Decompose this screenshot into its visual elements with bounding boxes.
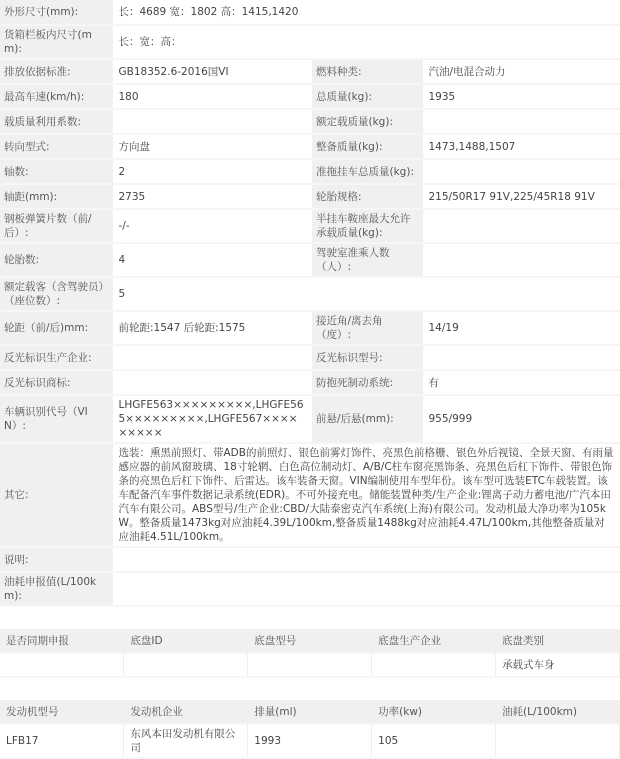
spec-row [0, 370, 620, 395]
spec-row [0, 243, 620, 277]
engine-column-header: 功率(kw) [372, 700, 496, 724]
spec-value [422, 345, 620, 370]
spec-label: 反光标识生产企业: [0, 345, 112, 370]
spec-row [0, 84, 620, 109]
spec-label: 半挂车鞍座最大允许承载质量(kg): [312, 209, 422, 243]
engine-cell [496, 724, 620, 758]
spec-label: 轴距(mm): [0, 184, 112, 209]
engine-column-header: 油耗(L/100km) [496, 700, 620, 724]
spec-label: 说明: [0, 547, 112, 572]
spec-label: 防抱死制动系统: [312, 370, 422, 395]
spec-label: 整备质量(kg): [312, 134, 422, 159]
engine-column-header: 发动机企业 [124, 700, 248, 724]
spec-value [422, 209, 620, 243]
chassis-header-row [0, 629, 620, 653]
spec-row [0, 25, 620, 59]
engine-row [0, 724, 620, 758]
spec-value: 2735 [112, 184, 312, 209]
chassis-column-header: 底盘生产企业 [372, 629, 496, 653]
spec-value: 汽油/电混合动力 [422, 59, 620, 84]
spec-row [0, 547, 620, 572]
chassis-column-header: 底盘型号 [248, 629, 372, 653]
spec-value [112, 370, 312, 395]
chassis-cell [124, 653, 248, 677]
spec-value: 14/19 [422, 311, 620, 345]
spec-label: 载质量利用系数: [0, 109, 112, 134]
spec-row [0, 572, 620, 606]
spec-label: 前悬/后悬(mm): [312, 395, 422, 443]
engine-cell: 1993 [248, 724, 372, 758]
spec-value [112, 109, 312, 134]
spec-label: 钢板弹簧片数（前/后）: [0, 209, 112, 243]
spec-value: 955/999 [422, 395, 620, 443]
chassis-column-header: 底盘类别 [496, 629, 620, 653]
spec-value: LHGFE563×××××××××,LHGFE565×××××××××,LHGFE567××××××××× [112, 395, 312, 443]
spec-row [0, 209, 620, 243]
spec-label: 驾驶室准乘人数（人）: [312, 243, 422, 277]
chassis-cell [0, 653, 124, 677]
spec-row [0, 345, 620, 370]
spec-value: -/- [112, 209, 312, 243]
chassis-cell: 承载式车身 [496, 653, 620, 677]
spec-row [0, 277, 620, 311]
spec-value [422, 159, 620, 184]
engine-header-row [0, 700, 620, 724]
spec-row [0, 0, 620, 25]
spec-label: 轮胎数: [0, 243, 112, 277]
spec-value [112, 345, 312, 370]
spec-value [422, 243, 620, 277]
spec-label: 轴数: [0, 159, 112, 184]
spec-value: 长：4689 宽：1802 高：1415,1420 [112, 0, 620, 25]
spec-label: 准拖挂车总质量(kg): [312, 159, 422, 184]
spec-label: 车辆识别代号（VIN）: [0, 395, 112, 443]
spec-value: 1473,1488,1507 [422, 134, 620, 159]
spec-label: 燃料种类: [312, 59, 422, 84]
spec-row [0, 59, 620, 84]
spec-value [112, 547, 620, 572]
spec-label: 其它: [0, 443, 112, 547]
engine-column-header: 排量(ml) [248, 700, 372, 724]
spec-value: 4 [112, 243, 312, 277]
engine-cell: 105 [372, 724, 496, 758]
spec-value: 5 [112, 277, 620, 311]
spec-label: 反光标识商标: [0, 370, 112, 395]
spec-value [112, 572, 620, 606]
spec-label: 油耗申报值(L/100km): [0, 572, 112, 606]
spec-label: 货箱栏板内尺寸(mm): [0, 25, 112, 59]
chassis-column-header: 底盘ID [124, 629, 248, 653]
spec-value: 长：宽：高： [112, 25, 620, 59]
spec-row [0, 159, 620, 184]
spec-value: 215/50R17 91V,225/45R18 91V [422, 184, 620, 209]
spec-label: 轮距（前/后)mm: [0, 311, 112, 345]
spec-value: 1935 [422, 84, 620, 109]
spec-row [0, 443, 620, 547]
spec-row [0, 184, 620, 209]
spec-label: 接近角/离去角（度）: [312, 311, 422, 345]
chassis-column-header: 是否同期申报 [0, 629, 124, 653]
spec-row [0, 395, 620, 443]
engine-table [0, 700, 620, 759]
spec-label: 转向型式: [0, 134, 112, 159]
spec-label: 最高车速(km/h): [0, 84, 112, 109]
spec-label: 反光标识型号: [312, 345, 422, 370]
engine-column-header: 发动机型号 [0, 700, 124, 724]
chassis-row [0, 653, 620, 677]
spec-label: 额定载质量(kg): [312, 109, 422, 134]
spec-value: GB18352.6-2016国VI [112, 59, 312, 84]
spec-row [0, 311, 620, 345]
engine-cell: LFB17 [0, 724, 124, 758]
spec-label: 外形尺寸(mm): [0, 0, 112, 25]
spec-label: 总质量(kg): [312, 84, 422, 109]
chassis-cell [372, 653, 496, 677]
chassis-table [0, 629, 620, 678]
spec-value: 方向盘 [112, 134, 312, 159]
spec-label: 额定载客（含驾驶员）（座位数）: [0, 277, 112, 311]
engine-cell: 东风本田发动机有限公司 [124, 724, 248, 758]
spec-value: 2 [112, 159, 312, 184]
spec-label: 轮胎规格: [312, 184, 422, 209]
spec-row [0, 109, 620, 134]
spec-value: 前轮距:1547 后轮距:1575 [112, 311, 312, 345]
spec-value [422, 109, 620, 134]
spec-value: 有 [422, 370, 620, 395]
spec-row [0, 134, 620, 159]
spec-value: 180 [112, 84, 312, 109]
chassis-cell [248, 653, 372, 677]
spec-label: 排放依据标准: [0, 59, 112, 84]
spec-value: 选装：熏黑前照灯、带ADB的前照灯、银色前雾灯饰件、亮黑色前格栅、银色外后视镜、全景天窗、有雨量感应器的前风窗玻璃、18寸轮辋、白色高位制动灯、A/B/C柱车窗亮黑饰条、亮黑色后杠下饰件、带银色饰条的亮黑色后杠下饰件、后雷达。该车装备天窗。VIN编制使用车型年份。该车型可选装ETC车载装置。该车配备汽车事件数据记录系统(EDR)。不可外接充电。储能装置种类/生产企业:锂离子动力蓄电池/广汽本田汽车有限公司。ABS型号/生产企业:CBD/大陆泰密克汽车系统(上海)有限公司。发动机最大净功率为105kW。整备质量1473kg对应油耗4.39L/100km,整备质量1488kg对应油耗4.47L/100km,其他整备质量对应油耗4.51L/100km。 [112, 443, 620, 547]
